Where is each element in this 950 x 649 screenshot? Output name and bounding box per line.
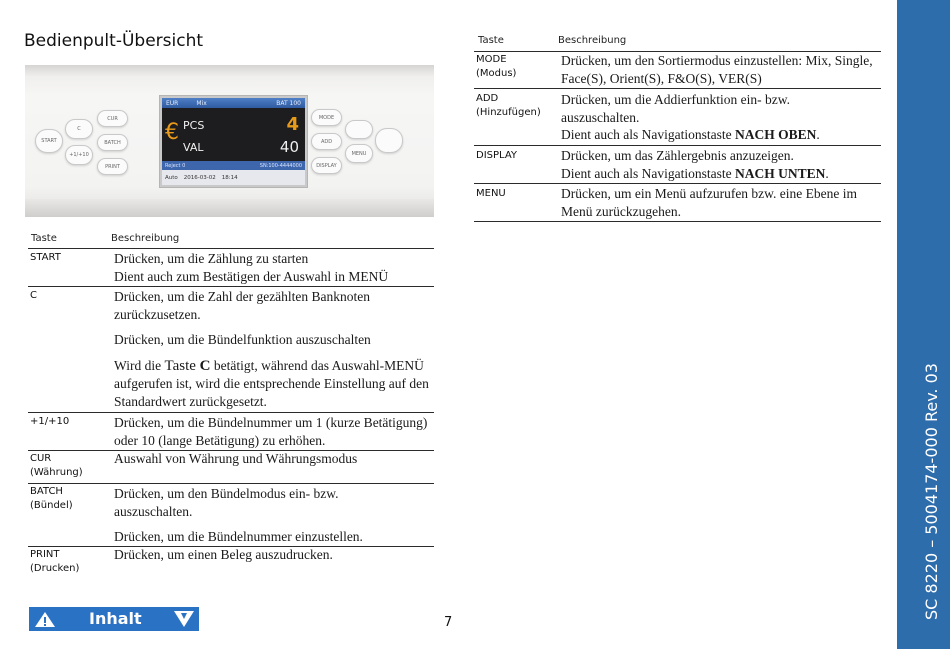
description-line: Dient auch zum Bestätigen der Auswahl in MENÜ	[114, 268, 389, 284]
key-sublabel: (Hinzufügen)	[476, 107, 541, 118]
rich-suffix: betätigt, während das Auswahl-MENÜ aufgerufen ist, wird die entsprechende Einstellung auf den Standardwert zurückgesetzt.	[114, 357, 429, 409]
table-row	[474, 146, 881, 184]
row-description	[561, 185, 879, 220]
panel-batch-button: BATCH	[97, 134, 128, 151]
table-row	[28, 547, 434, 577]
row-key: C	[30, 290, 37, 301]
panel-start-button: START	[35, 129, 63, 153]
row-description	[114, 485, 414, 546]
row-description	[114, 414, 430, 449]
row-key: START	[30, 252, 61, 263]
warning-up-icon[interactable]	[34, 611, 56, 628]
key-sublabel: (Drucken)	[30, 563, 80, 574]
row-key	[476, 53, 516, 81]
description-rich-line	[114, 357, 430, 411]
table-row	[474, 52, 881, 89]
key-sublabel: (Währung)	[30, 467, 83, 478]
down-arrow-icon[interactable]	[173, 610, 195, 628]
table-row	[28, 287, 434, 413]
row-description	[561, 147, 879, 182]
lcd-currency: EUR	[166, 99, 179, 107]
row-description	[114, 288, 430, 410]
panel-c-button: C	[65, 119, 93, 139]
lcd-status-time: 18:14	[221, 174, 238, 181]
table-row	[474, 184, 881, 222]
key-table-left	[28, 233, 434, 577]
nav-strong: NACH OBEN	[734, 127, 817, 142]
control-panel-photo	[25, 65, 434, 217]
page-number: 7	[444, 615, 453, 630]
lcd-status-mode: Auto	[165, 174, 178, 181]
description-line: Drücken, um die Zählung zu starten	[114, 251, 309, 266]
panel-right-blank-button	[345, 120, 373, 139]
table-row	[28, 451, 434, 484]
panel-top-rim	[25, 65, 434, 77]
row-key	[30, 548, 79, 576]
row-description	[561, 52, 879, 87]
row-key	[30, 485, 73, 513]
description-line: Drücken, um den Sortiermodus einzustellen: Mix, Single, Face(S), Orient(S), F&O(S), VER(S)	[561, 53, 873, 86]
lcd-status-date: 2016-03-02	[183, 174, 216, 181]
description-line: Drücken, um die Zahl der gezählten Banknoten zurückzusetzen.	[114, 289, 371, 322]
panel-mode-button: MODE	[311, 109, 342, 126]
key-label: PRINT	[30, 549, 60, 560]
description-line: Drücken, um die Bündelnummer um 1 (kurze Betätigung) oder 10 (lange Betätigung) zu erhöhen.	[114, 415, 428, 448]
panel-print-button: PRINT	[97, 158, 128, 175]
table-row	[28, 249, 434, 287]
lcd-pcs-label: PCS	[183, 119, 205, 132]
description-line: Drücken, um die Addierfunktion ein- bzw. auszuschalten.	[561, 92, 790, 125]
page-title: Bedienpult-Übersicht	[24, 31, 204, 51]
header-key: Taste	[478, 35, 504, 46]
lcd-serial: SN:100-4444000	[259, 162, 302, 169]
key-label: MODE	[476, 54, 507, 65]
key-table-right	[474, 35, 881, 222]
table-row	[28, 413, 434, 451]
rich-taste: Taste	[164, 357, 200, 374]
lcd-mode: Mix	[196, 99, 207, 107]
panel-add-button: ADD	[311, 133, 342, 150]
key-sublabel: (Modus)	[476, 68, 517, 79]
header-description: Beschreibung	[111, 233, 180, 244]
key-label: BATCH	[30, 486, 63, 497]
header-key: Taste	[31, 233, 57, 244]
contents-link[interactable]: Inhalt	[89, 609, 142, 628]
lcd-val-value: 40	[279, 138, 299, 156]
panel-right-round-button	[375, 128, 403, 153]
row-key: MENU	[476, 188, 506, 199]
description-line: Drücken, um die Bündelnummer einzustellen.	[114, 529, 363, 544]
row-description	[114, 546, 430, 564]
key-sublabel: (Bündel)	[30, 500, 73, 511]
euro-symbol-icon: €	[165, 120, 179, 145]
rich-prefix: Wird die	[114, 357, 165, 373]
row-description	[561, 91, 867, 144]
panel-display-button: DISPLAY	[311, 157, 342, 174]
table-header	[28, 233, 434, 249]
nav-suffix: .	[825, 165, 829, 181]
lcd-pcs-value: 4	[286, 114, 299, 135]
description-line: Drücken, um einen Beleg auszudrucken.	[114, 547, 333, 562]
description-line: Drücken, um ein Menü aufzurufen bzw. eine Ebene im Menü zurückzugehen.	[561, 186, 858, 219]
description-nav-line	[561, 126, 867, 144]
document-id-label: SC 8220 – 5004174-000 Rev. 03	[922, 363, 941, 620]
lcd-frame	[159, 95, 308, 188]
nav-strong: NACH UNTEN	[734, 165, 826, 181]
nav-suffix: .	[816, 127, 820, 142]
description-line: Drücken, um das Zählergebnis anzuzeigen.	[561, 148, 794, 163]
nav-prefix: Dient auch als Navigationstaste	[561, 127, 735, 142]
nav-prefix: Dient auch als Navigationstaste	[561, 165, 735, 181]
rich-key: C	[199, 357, 211, 374]
contents-nav-bar[interactable]	[29, 607, 199, 631]
table-row	[474, 89, 881, 146]
table-row	[28, 484, 434, 547]
description-nav-line	[561, 165, 879, 183]
row-key: DISPLAY	[476, 150, 518, 161]
document-sidebar	[897, 0, 950, 649]
lcd-status-bar	[162, 170, 305, 185]
row-description	[114, 450, 430, 468]
description-line: Drücken, um den Bündelmodus ein- bzw. auszuschalten.	[114, 486, 339, 519]
panel-menu-button: MENU	[345, 144, 373, 163]
table-header	[474, 35, 881, 52]
panel-bottom-rim	[25, 199, 434, 217]
panel-plus-button: +1/+10	[65, 145, 93, 165]
lcd-reject: Reject 0	[165, 162, 186, 169]
key-label: CUR	[30, 453, 52, 464]
header-description: Beschreibung	[558, 35, 627, 46]
panel-cur-button: CUR	[97, 110, 128, 127]
lcd-info-bar	[162, 161, 305, 170]
lcd-top-bar	[162, 98, 305, 108]
description-line: Auswahl von Währung und Währungsmodus	[114, 451, 358, 466]
lcd-val-label: VAL	[183, 141, 204, 154]
lcd-display	[162, 98, 305, 185]
description-line: Drücken, um die Bündelfunktion auszuschalten	[114, 332, 371, 347]
lcd-batch: BAT 100	[276, 99, 301, 107]
row-description	[114, 250, 432, 285]
row-key	[30, 452, 83, 480]
row-key: +1/+10	[30, 416, 70, 427]
row-key	[476, 92, 541, 120]
key-label: ADD	[476, 93, 499, 104]
